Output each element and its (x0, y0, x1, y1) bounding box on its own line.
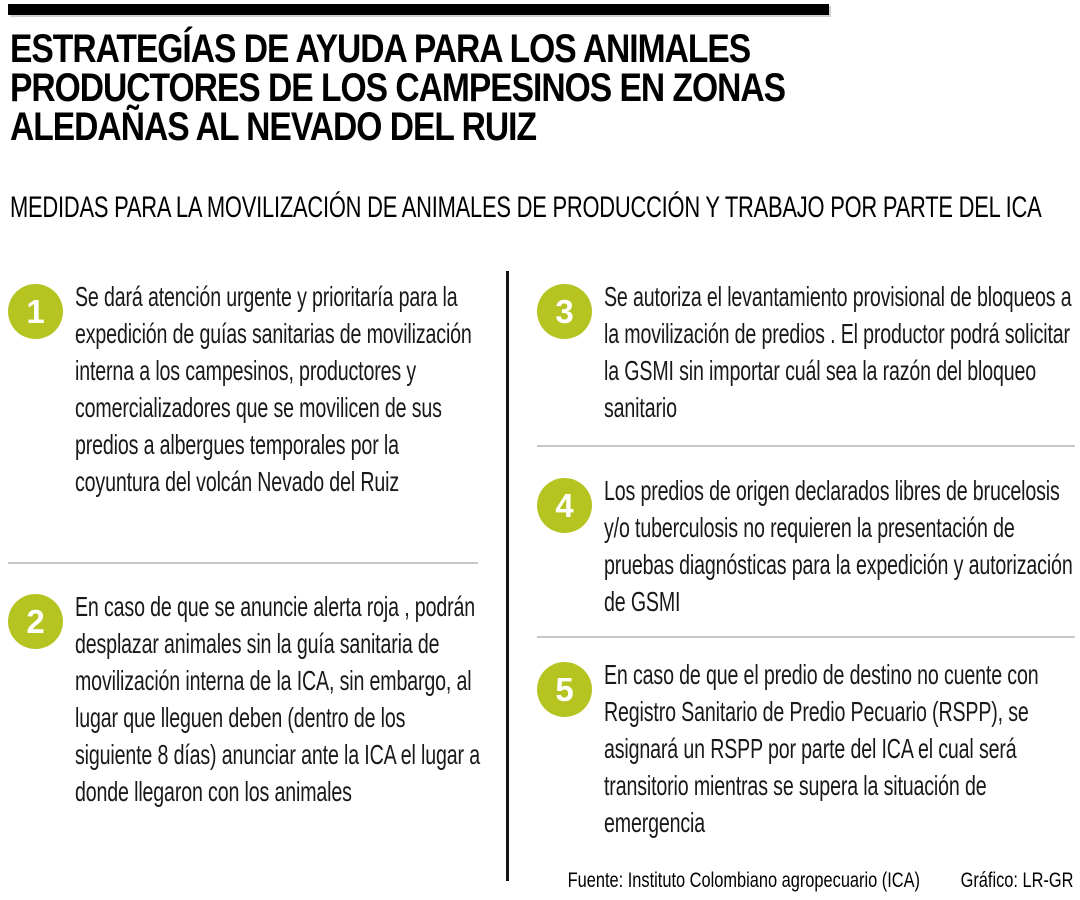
page-title-line-2: PRODUCTORES DE LOS CAMPESINOS EN ZONAS (10, 66, 786, 110)
list-item-5 (537, 656, 1080, 841)
section-divider-right-2 (537, 636, 1075, 638)
item-text-5: En caso de que el predio de destino no cuente con Registro Sanitario de Predio Pecuario (RSPP), se asignará un RSPP por parte del ICA el cual será transitorio mientras se supera la situación de emergencia (604, 659, 1039, 838)
item-text-4: Los predios de origen declarados libres de brucelosis y/o tuberculosis no requieren la presentación de pruebas diagnósticas para la expedición y autorización de GSMI (604, 475, 1073, 617)
page-title (10, 27, 933, 149)
item-text-1: Se dará atención urgente y prioritaría para la expedición de guías sanitarias de movilización interna a los campesinos, productores y comercializadores que se movilicen de sus predios a albergues temporales por la coyuntura del volcán Nevado del Ruiz (75, 281, 472, 497)
page-title-line-1: ESTRATEGÍAS DE AYUDA PARA LOS ANIMALES (10, 27, 751, 71)
list-item-1 (8, 278, 503, 500)
item-text-3: Se autoriza el levantamiento provisional de bloqueos a la movilización de predios . El productor podrá solicitar la GSMI sin importar cuál sea la razón del bloqueo sanitario (604, 281, 1072, 423)
item-text-box-2 (75, 588, 483, 810)
item-text-box-3 (604, 278, 1079, 426)
section-divider-right-1 (537, 445, 1075, 447)
top-accent-bar (8, 4, 829, 15)
column-divider (506, 271, 509, 881)
item-number-badge-3: 3 (537, 284, 592, 339)
item-number-badge-1: 1 (8, 284, 63, 339)
item-number-badge-4: 4 (537, 478, 592, 533)
item-text-2: En caso de que se anuncie alerta roja , podrán desplazar animales sin la guía sanitaria de movilización interna de la ICA, sin embargo, al lugar que lleguen deben (dentro de los siguiente 8 días) anunciar ante la ICA el lugar a donde llegaron con los animales (75, 591, 481, 807)
list-item-2 (8, 588, 503, 810)
page-subtitle: MEDIDAS PARA LA MOVILIZACIÓN DE ANIMALES DE PRODUCCIÓN Y TRABAJO POR PARTE DEL ICA (10, 191, 1042, 224)
list-item-3 (537, 278, 1080, 426)
footer (567, 869, 1073, 893)
page-title-line-3: ALEDAÑAS AL NEVADO DEL RUIZ (10, 105, 536, 149)
item-number-badge-5: 5 (537, 662, 592, 717)
item-number-badge-2: 2 (8, 594, 63, 649)
item-text-box-4 (604, 472, 1079, 620)
footer-credit: Gráfico: LR-GR (960, 869, 1073, 892)
list-item-4 (537, 472, 1080, 620)
item-text-box-5 (604, 656, 1079, 841)
section-divider-left (8, 562, 478, 564)
item-text-box-1 (75, 278, 483, 500)
footer-source: Fuente: Instituto Colombiano agropecuario (ICA) (567, 869, 920, 892)
